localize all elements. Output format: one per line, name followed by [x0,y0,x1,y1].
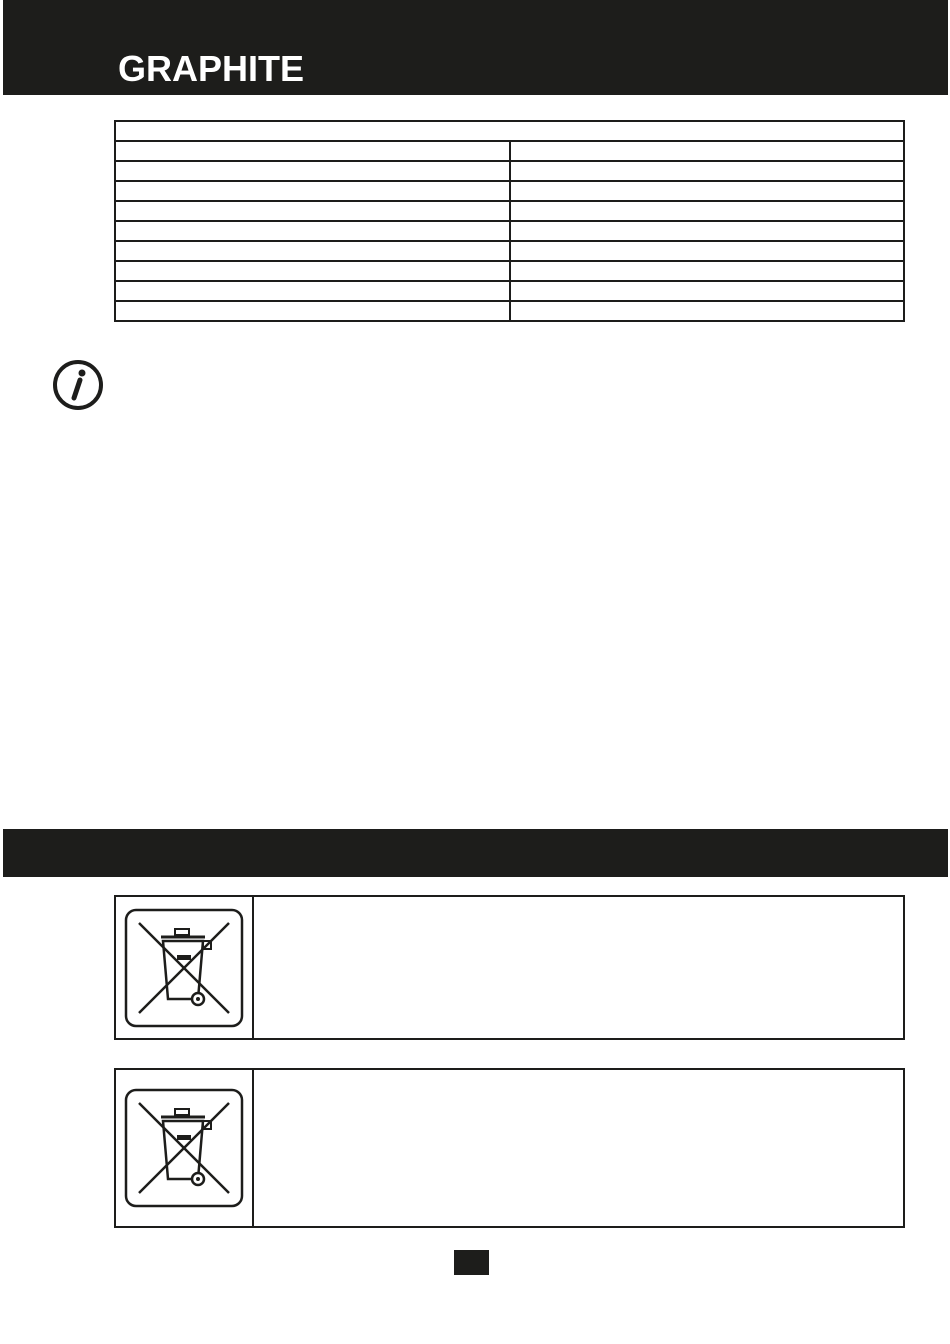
disposal-text [254,897,903,1038]
table-cell-value [510,241,905,261]
table-cell-value [510,201,905,221]
crossed-out-wheelie-bin-icon [123,1087,245,1209]
info-icon [50,360,106,410]
table-cell-parameter [115,241,510,261]
table-cell-value [510,181,905,201]
table-cell-value [510,261,905,281]
table-row [115,241,904,261]
table-row [115,301,904,321]
table-cell-parameter [115,221,510,241]
table-cell-parameter [115,301,510,321]
disposal-box [114,895,905,1040]
table-cell-value [510,161,905,181]
table-cell-parameter [115,181,510,201]
table-cell-parameter [115,201,510,221]
table-row [115,281,904,301]
table-cell-parameter [115,281,510,301]
disposal-box [114,1068,905,1228]
table-row [115,141,904,161]
table-row [115,161,904,181]
table-row [115,181,904,201]
disposal-section-header [3,829,948,877]
page-number-box [454,1250,489,1275]
disposal-icon-cell [116,1070,254,1226]
brand-logo [118,48,305,89]
table-title [115,121,904,141]
table-row [115,201,904,221]
logo-text: GRAPHITE [118,48,305,89]
table-row [115,221,904,241]
disposal-text [254,1070,903,1226]
table-cell-parameter [115,141,510,161]
crossed-out-wheelie-bin-icon [123,907,245,1029]
table-cell-value [510,281,905,301]
specifications-table [114,120,905,322]
table-cell-parameter [115,161,510,181]
header-bar [3,0,948,95]
table-cell-value [510,141,905,161]
table-cell-value [510,301,905,321]
table-row [115,261,904,281]
table-cell-parameter [115,261,510,281]
disposal-icon-cell [116,897,254,1038]
table-cell-value [510,221,905,241]
table-title-row [115,121,904,141]
